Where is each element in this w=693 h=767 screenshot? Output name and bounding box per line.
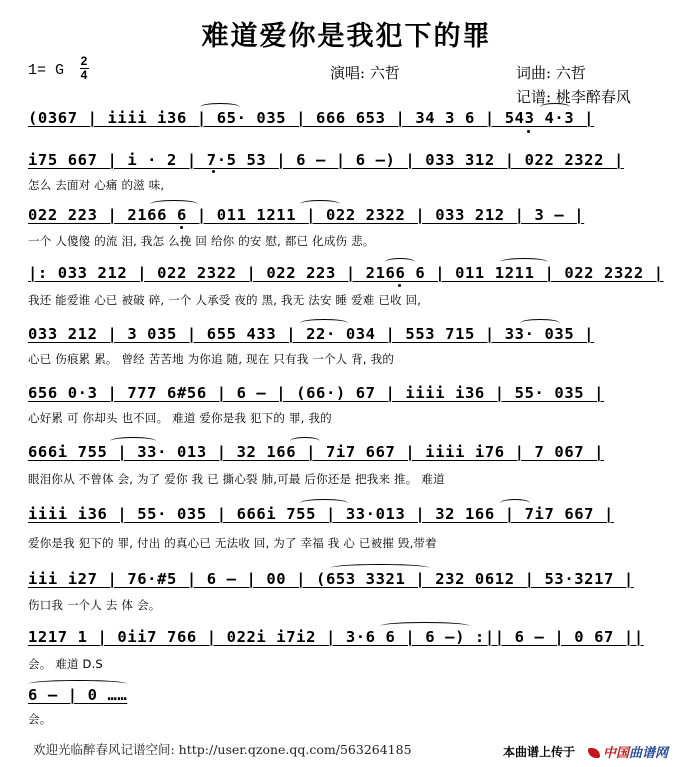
slur-mark [300,499,348,507]
composer-credit: 词曲: 六哲 [516,64,586,82]
score-line-2: i75 667 | i · 2 | 7·5 53 | 6 – | 6 –) | 033 312 | 022 2322 | [28,151,624,169]
octave-dot [527,130,530,133]
score-line-6: 656 0·3 | 777 6#56 | 6 – | (66·) 67 | iiii i36 | 55· 035 | [28,384,605,402]
slur-mark [500,258,548,266]
site-logo [588,742,668,761]
lyric-line-6: 心好累 可 你却头 也不回。 难道 爱你是我 犯下的 罪, 我的 [28,411,332,425]
logo-text-b: 曲谱网 [629,746,669,761]
song-title: 难道爱你是我犯下的罪 [201,21,492,52]
slur-mark [110,437,156,445]
lyric-line-3: 一个 人傻傻 的流 泪, 我怎 么挽 回 给你 的安 慰, 都已 化成伤 悲。 [28,234,375,248]
lyric-line-4: 我还 能爱谁 心已 被破 碎, 一个 人承受 夜的 黑, 我无 法安 睡 爱难 已收 回, [28,293,422,307]
lyric-line-10: 会。 难道 D.S [28,657,103,671]
time-signature-bottom: 4 [80,68,88,82]
footer-welcome: 欢迎光临醉春风记谱空间: http://user.qzone.qq.com/563264185 [33,742,412,757]
logo-text-a: 中国 [603,746,630,761]
slur-mark [520,319,560,327]
slur-mark [150,200,198,208]
score-line-11: 6 – | 0 …… [28,686,128,704]
singer-credit: 演唱: 六哲 [330,64,400,82]
lyric-line-8: 爱你是我 犯下的 罪, 付出 的真心已 无法收 回, 为了 幸福 我 心 已被摧 毁,带着 [28,536,437,550]
lyric-line-9: 伤口我 一个人 去 体 会。 [28,598,161,612]
lyric-line-5: 心已 伤痕累 累。 曾经 苦苦地 为你追 随, 现在 只有我 一个人 背, 我的 [28,352,395,366]
slur-mark [290,437,320,445]
slur-mark [28,680,128,688]
score-line-4: |: 033 212 | 022 2322 | 022 223 | 2166 6 | 011 1211 | 022 2322 | [28,264,664,282]
slur-mark [500,499,530,507]
score-line-3: 022 223 | 2166 6 | 011 1211 | 022 2322 | 033 212 | 3 – | [28,206,585,224]
slur-mark [300,200,340,208]
score-line-9: iii i27 | 76·#5 | 6 – | 00 | (653 3321 | 232 0612 | 53·3217 | [28,570,634,588]
score-line-10: 1217 1 | 0ii7 766 | 022i i7i2 | 3·6 6 | 6 –) :|| 6 – | 0 67 || [28,628,644,646]
lyric-line-11: 会。 [28,712,52,726]
slur-mark [300,319,348,327]
octave-dot [212,170,215,173]
lyric-line-7: 眼泪你从 不曾体 会, 为了 爱你 我 已 撕心裂 肺,可最 后你还是 把我来 推。 难道 [28,472,445,486]
slur-mark [540,103,570,111]
key-signature: 1= G [28,62,65,79]
slur-mark [330,564,430,572]
score-line-8: iiii i36 | 55· 035 | 666i 755 | 33·013 | 32 166 | 7i7 667 | [28,505,614,523]
score-line-1: (0367 | iiii i36 | 65· 035 | 666 653 | 34 3 6 | 543 4·3 | [28,109,595,127]
logo-wing-icon [588,748,600,758]
score-line-7: 666i 755 | 33· 013 | 32 166 | 7i7 667 | iiii i76 | 7 067 | [28,443,605,461]
slur-mark [380,622,470,630]
octave-dot [398,284,401,287]
time-signature-top: 2 [80,54,88,68]
score-line-5: 033 212 | 3 035 | 655 433 | 22· 034 | 553 715 | 33· 035 | [28,325,595,343]
slur-mark [385,258,415,266]
time-signature [78,56,90,81]
lyric-line-2: 怎么 去面对 心痛 的滋 味, [28,178,165,192]
slur-mark [200,103,240,111]
octave-dot [180,226,183,229]
transcriber-credit: 记谱: 桃李醉春风 [516,88,631,106]
footer-uploaded-label: 本曲谱上传于 [503,745,576,759]
